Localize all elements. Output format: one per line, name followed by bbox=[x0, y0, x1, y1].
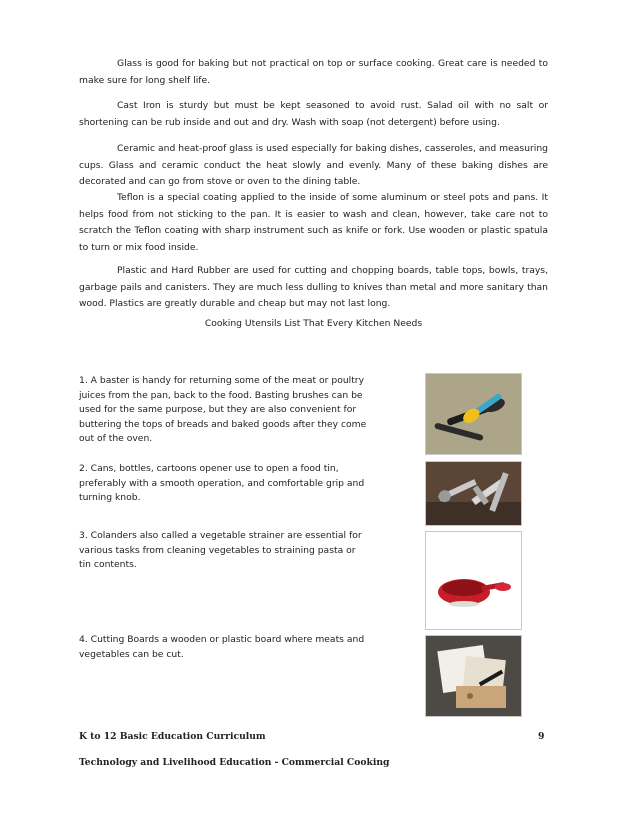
page-number: 9 bbox=[538, 731, 545, 742]
colander-image bbox=[425, 531, 522, 630]
list-item-cutting-board: 4. Cutting Boards a wooden or plastic board where meats and vegetables can be cut. bbox=[79, 634, 365, 660]
baster-brushes-image bbox=[425, 373, 522, 455]
list-item-colander: 3. Colanders also called a vegetable strainer are essential for various tasks from cleaning vegetables to straining pasta or tin contents. bbox=[79, 530, 362, 570]
paragraph-teflon: Teflon is a special coating applied to the inside of some aluminum or steel pots and pans. It helps food from not sticking to the pan. It is easier to wash and clean, however, take care not to scratch the Teflon coating with sharp instrument such as knife or fork. Use wooden or plastic spatula to turn or mix food inside. bbox=[79, 192, 548, 253]
list-heading: Cooking Utensils List That Every Kitchen Needs bbox=[204, 318, 423, 329]
list-item-baster: 1. A baster is handy for returning some of the meat or poultry juices from the pan, back to the food. Basting brushes can be used for the same purpose, but they are also convenient for buttering the tops of breads and baked goods after they come out of the oven. bbox=[79, 375, 367, 444]
footer-curriculum: K to 12 Basic Education Curriculum bbox=[79, 731, 266, 742]
paragraph-cast-iron: Cast Iron is sturdy but must be kept seasoned to avoid rust. Salad oil with no salt or shortening can be rub inside and out and dry. Wash with soap (not detergent) before using. bbox=[79, 100, 548, 128]
paragraph-glass: Glass is good for baking but not practical on top or surface cooking. Great care is needed to make sure for long shelf life. bbox=[79, 58, 548, 86]
cutting-boards-image bbox=[425, 635, 522, 717]
list-item-opener: 2. Cans, bottles, cartoons opener use to open a food tin, preferably with a smooth operation, and comfortable grip and turning knob. bbox=[79, 463, 365, 503]
paragraph-ceramic: Ceramic and heat-proof glass is used especially for baking dishes, casseroles, and measuring cups. Glass and ceramic conduct the heat slowly and evenly. Many of these baking dishes are decorated and can go from stove or oven to the dining table. bbox=[79, 143, 548, 188]
can-openers-image bbox=[425, 461, 522, 526]
footer-subject: Technology and Livelihood Education - Commercial Cooking bbox=[79, 757, 390, 768]
paragraph-plastic: Plastic and Hard Rubber are used for cutting and chopping boards, table tops, bowls, trays, garbage pails and canisters. They are much less dulling to knives than metal and more sanitary than wood. Plastics are greatly durable and cheap but may not last long. bbox=[79, 265, 548, 310]
